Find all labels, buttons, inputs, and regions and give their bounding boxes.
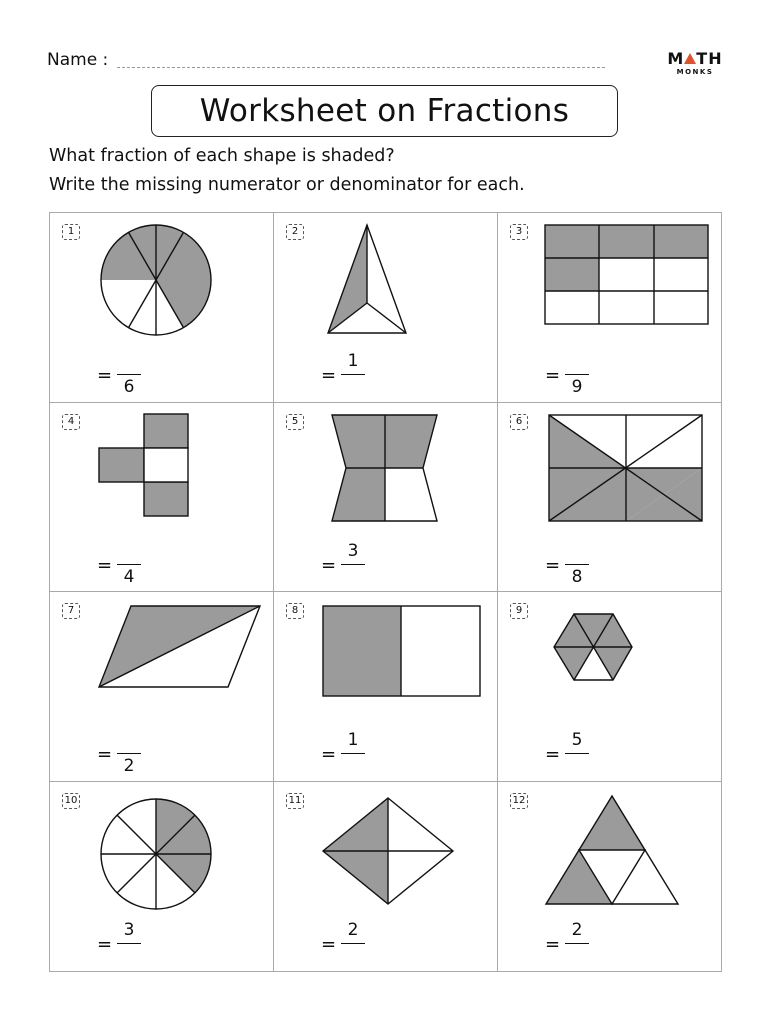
equals-sign: = bbox=[321, 365, 337, 386]
fraction-bar bbox=[341, 753, 365, 754]
problem-number: 2 bbox=[286, 224, 304, 240]
problem-number: 1 bbox=[62, 224, 80, 240]
page-title: Worksheet on Fractions bbox=[199, 93, 570, 129]
fraction-answer bbox=[97, 541, 167, 591]
equals-sign: = bbox=[97, 555, 113, 576]
fraction-answer bbox=[97, 920, 167, 970]
instruction-2: Write the missing numerator or denominator for each. bbox=[49, 175, 525, 195]
fraction-answer bbox=[545, 920, 615, 970]
denominator[interactable]: 2 bbox=[123, 756, 135, 776]
numerator[interactable]: 1 bbox=[347, 351, 359, 371]
equals-sign: = bbox=[545, 555, 561, 576]
problem-cell-7 bbox=[50, 592, 274, 782]
numerator[interactable]: 3 bbox=[347, 541, 359, 561]
numerator[interactable]: 3 bbox=[123, 920, 135, 940]
denominator[interactable]: 6 bbox=[123, 377, 135, 397]
problem-number: 5 bbox=[286, 414, 304, 430]
name-label: Name : bbox=[47, 50, 109, 70]
numerator[interactable]: 2 bbox=[571, 920, 583, 940]
problem-cell-4 bbox=[50, 403, 274, 592]
numerator[interactable]: 5 bbox=[571, 730, 583, 750]
fraction-bar bbox=[341, 374, 365, 375]
problem-cell-9 bbox=[498, 592, 721, 782]
problem-number: 9 bbox=[510, 603, 528, 619]
math-monks-logo bbox=[664, 50, 726, 80]
fraction-answer bbox=[545, 541, 615, 591]
fraction-answer bbox=[545, 730, 615, 780]
problem-number: 6 bbox=[510, 414, 528, 430]
fraction-bar bbox=[341, 943, 365, 944]
problem-cell-8 bbox=[274, 592, 498, 782]
name-input-line[interactable] bbox=[117, 67, 605, 68]
logo-triangle-icon bbox=[684, 51, 696, 64]
fraction-bar bbox=[117, 374, 141, 375]
equals-sign: = bbox=[545, 744, 561, 765]
logo-subtext: MONKS bbox=[676, 68, 714, 76]
problem-number: 10 bbox=[62, 793, 80, 809]
problem-cell-10 bbox=[50, 782, 274, 971]
equals-sign: = bbox=[321, 934, 337, 955]
problem-cell-3 bbox=[498, 213, 721, 403]
equals-sign: = bbox=[545, 365, 561, 386]
fraction-bar bbox=[117, 753, 141, 754]
fraction-answer bbox=[545, 351, 615, 401]
name-row bbox=[47, 50, 607, 74]
logo-wordmark: M TH bbox=[667, 49, 723, 68]
fraction-bar bbox=[565, 564, 589, 565]
fraction-bar bbox=[565, 753, 589, 754]
numerator[interactable]: 2 bbox=[347, 920, 359, 940]
fraction-bar bbox=[565, 374, 589, 375]
denominator[interactable]: 9 bbox=[571, 377, 583, 397]
fraction-answer bbox=[97, 730, 167, 780]
fraction-bar bbox=[341, 564, 365, 565]
equals-sign: = bbox=[97, 365, 113, 386]
problem-number: 7 bbox=[62, 603, 80, 619]
fraction-answer bbox=[321, 541, 391, 591]
equals-sign: = bbox=[97, 744, 113, 765]
equals-sign: = bbox=[97, 934, 113, 955]
fraction-bar bbox=[565, 943, 589, 944]
numerator[interactable]: 1 bbox=[347, 730, 359, 750]
fraction-answer bbox=[97, 351, 167, 401]
problem-number: 3 bbox=[510, 224, 528, 240]
fraction-answer bbox=[321, 351, 391, 401]
problem-number: 11 bbox=[286, 793, 304, 809]
problem-cell-2 bbox=[274, 213, 498, 403]
equals-sign: = bbox=[321, 744, 337, 765]
problem-cell-1 bbox=[50, 213, 274, 403]
problems-grid bbox=[49, 212, 722, 972]
equals-sign: = bbox=[545, 934, 561, 955]
instruction-1: What fraction of each shape is shaded? bbox=[49, 146, 395, 166]
fraction-bar bbox=[117, 943, 141, 944]
equals-sign: = bbox=[321, 555, 337, 576]
problem-number: 8 bbox=[286, 603, 304, 619]
title-box bbox=[151, 85, 618, 137]
denominator[interactable]: 4 bbox=[123, 567, 135, 587]
problem-cell-6 bbox=[498, 403, 721, 592]
problem-cell-5 bbox=[274, 403, 498, 592]
problem-number: 4 bbox=[62, 414, 80, 430]
denominator[interactable]: 8 bbox=[571, 567, 583, 587]
problem-number: 12 bbox=[510, 793, 528, 809]
fraction-answer bbox=[321, 920, 391, 970]
fraction-answer bbox=[321, 730, 391, 780]
fraction-bar bbox=[117, 564, 141, 565]
problem-cell-12 bbox=[498, 782, 721, 971]
problem-cell-11 bbox=[274, 782, 498, 971]
